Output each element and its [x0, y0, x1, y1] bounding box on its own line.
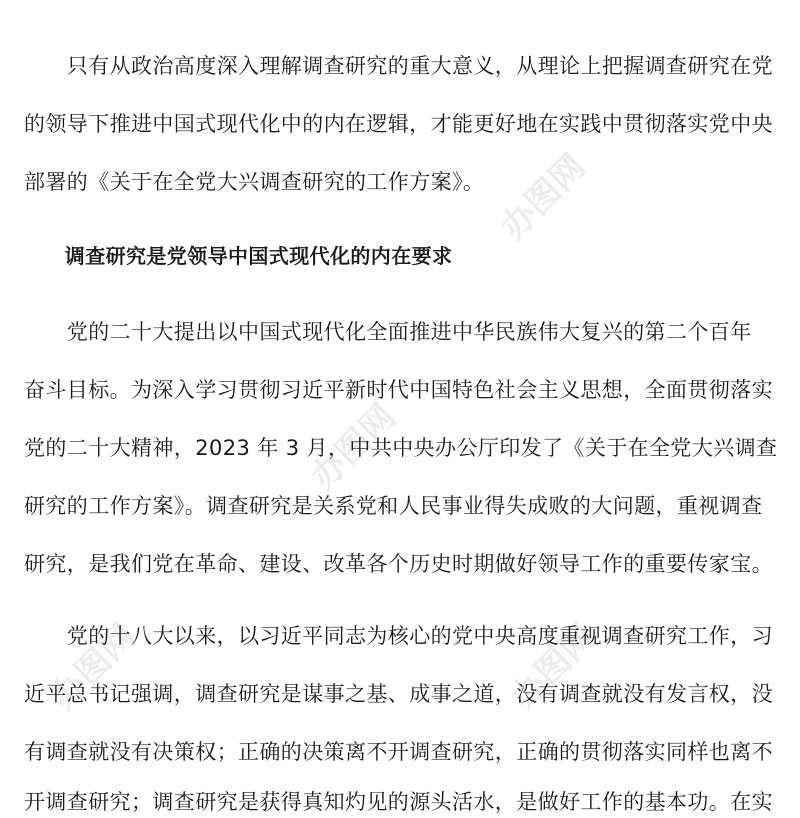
- section-heading: 调查研究是党领导中国式现代化的内在要求: [24, 244, 453, 268]
- paragraph-line: 开调查研究；调查研究是获得真知灼见的源头活水，是做好工作的基本功。在实: [24, 790, 773, 814]
- paragraph-line: 的领导下推进中国式现代化中的内在逻辑，才能更好地在实践中贯彻落实党中央: [24, 112, 773, 136]
- paragraph-line: 党的十八大以来，以习近平同志为核心的党中央高度重视调查研究工作，习: [24, 624, 773, 648]
- paragraph-line: 只有从政治高度深入理解调查研究的重大意义，从理论上把握调查研究在党: [24, 54, 773, 78]
- paragraph-line: 研究，是我们党在革命、建设、改革各个历史时期做好领导工作的重要传家宝。: [24, 552, 773, 576]
- paragraph-line: 奋斗目标。为深入学习贯彻习近平新时代中国特色社会主义思想，全面贯彻落实: [24, 378, 773, 402]
- paragraph-line: 近平总书记强调，调查研究是谋事之基、成事之道，没有调查就没有发言权，没: [24, 682, 773, 706]
- paragraph-line: 党的二十大精神，2023 年 3 月，中共中央办公厅印发了《关于在全党大兴调查: [24, 436, 778, 460]
- watermark: 办图网: [493, 146, 594, 248]
- watermark: 办图网: [43, 616, 144, 718]
- paragraph-line: 研究的工作方案》。调查研究是关系党和人民事业得失成败的大问题，重视调查: [24, 494, 763, 518]
- watermark: 办图网: [303, 396, 404, 498]
- paragraph-line: 党的二十大提出以中国式现代化全面推进中华民族伟大复兴的第二个百年: [24, 320, 752, 344]
- watermark: 办图网: [503, 616, 604, 718]
- paragraph-line: 有调查就没有决策权；正确的决策离不开调查研究，正确的贯彻落实同样也离不: [24, 740, 773, 764]
- paragraph-line: 部署的《关于在全党大兴调查研究的工作方案》。: [24, 170, 485, 194]
